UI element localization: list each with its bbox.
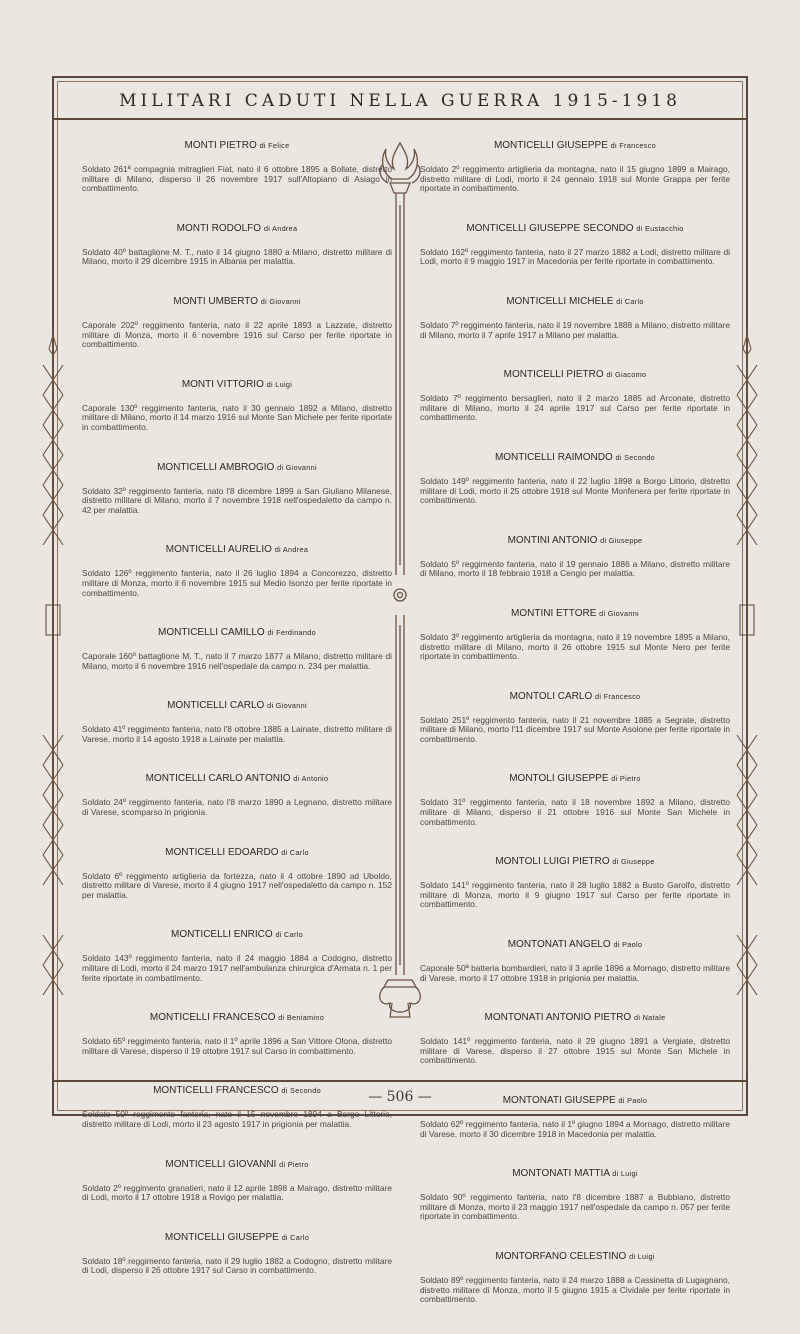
casualty-entry xyxy=(82,627,392,671)
casualty-entry xyxy=(420,223,730,267)
casualty-name xyxy=(420,296,730,308)
casualty-name xyxy=(82,544,392,556)
casualty-details: Soldato 50º reggimento fanteria, nato il 15 novembre 1894 a Borgo Littorio, distretto militare di Lodi, morto il 23 agosto 1917 in prigionia per malattia. xyxy=(82,1109,392,1129)
casualty-name xyxy=(82,773,392,785)
casualty-surname: MONTI VITTORIO xyxy=(181,378,264,390)
casualty-details: Soldato 18º reggimento fanteria, nato il 29 luglio 1882 a Codogno, distretto militare di Lodi, disperso il 26 ottobre 1917 sul Carso in combattimento. xyxy=(82,1255,392,1276)
casualty-entry xyxy=(420,452,730,506)
casualty-parent: di Giovanni xyxy=(599,608,639,618)
casualty-entry xyxy=(420,1251,730,1305)
casualty-surname: MONTONATI GIUSEPPE xyxy=(502,1095,616,1106)
casualty-surname: MONTICELLI RAIMONDO xyxy=(494,451,613,463)
casualty-surname: MONTICELLI GIUSEPPE SECONDO xyxy=(466,222,634,234)
casualty-details: Soldato 90º reggimento fanteria, nato l'8 dicembre 1887 a Bubbiano, distretto militare di Monza, morto il 23 maggio 1917 nell'ospedale da campo n. 057 per ferite riportate in combattimento. xyxy=(420,1192,730,1222)
casualty-details: Soldato 32º reggimento fanteria, nato l'8 dicembre 1899 a San Giuliano Milanese, distretto militare di Milano, morto il 7 novembre 1918 nell'ospedaletto da campo n. 42 per malattia. xyxy=(82,485,392,515)
casualty-parent: di Felice xyxy=(259,141,290,150)
casualty-details: Soldato 141º reggimento fanteria, nato il 29 giugno 1891 a Vergiate, distretto militare di Varese, disperso il 27 ottobre 1915 sul Monte San Michele in combattimento. xyxy=(420,1036,730,1066)
casualty-name xyxy=(420,773,730,785)
casualty-entry xyxy=(420,140,730,194)
footer-rule xyxy=(52,1080,748,1082)
casualty-details: Soldato 7º reggimento fanteria, nato il 19 novembre 1888 a Milano, distretto militare di Milano, morto il 7 aprile 1917 a Milano per malattia. xyxy=(420,319,730,340)
casualty-details: Soldato 31º reggimento fanteria, nato il 18 novembre 1892 a Milano, distretto militare di Milano, disperso il 21 ottobre 1916 sul Monte San Michele in combattimento. xyxy=(420,797,730,827)
casualty-surname: MONTICELLI CAMILLO xyxy=(157,627,265,639)
casualty-entry xyxy=(420,773,730,827)
casualty-surname: MONTICELLI PIETRO xyxy=(503,369,604,381)
casualty-name xyxy=(82,1012,392,1024)
casualty-details: Caporale 160º battaglione M. T., nato il 7 marzo 1877 a Milano, distretto militare di Milano, morto il 6 novembre 1916 nell'ospedale da campo n. 234 per malattia. xyxy=(82,651,392,671)
casualty-surname: MONTICELLI FRANCESCO xyxy=(153,1085,279,1097)
casualty-entry xyxy=(82,1159,392,1203)
casualty-parent: di Giovanni xyxy=(267,701,307,711)
casualty-surname: MONTI UMBERTO xyxy=(173,295,259,307)
casualty-name xyxy=(420,535,730,547)
casualty-details: Soldato 6º reggimento artiglieria da fortezza, nato il 4 ottobre 1890 ad Uboldo, distretto militare di Varese, morto il 4 giugno 1917 nell'ospedaletto da campo n. 152 per malattia. xyxy=(82,870,392,900)
casualty-entry xyxy=(82,296,392,350)
casualty-details: Soldato 141º reggimento fanteria, nato il 28 luglio 1882 a Busto Garolfo, distretto militare di Monza, morto il 9 giugno 1917 sul Carso per ferite riportate in combattimento. xyxy=(420,880,730,910)
casualty-name xyxy=(420,369,730,381)
casualty-parent: di Giuseppe xyxy=(600,535,643,545)
casualty-parent: di Pietro xyxy=(279,1159,309,1169)
casualty-name xyxy=(82,379,392,391)
casualty-entry xyxy=(420,1168,730,1222)
casualty-details: Soldato 2º reggimento artiglieria da montagna, nato il 15 giugno 1899 a Mairago, distretto militare di Lodi, morto il 24 gennaio 1918 sul Monte Grappa per ferite riportate in combattimento. xyxy=(420,164,730,194)
casualty-parent: di Giacomo xyxy=(606,370,647,380)
casualty-entry xyxy=(420,1012,730,1066)
casualty-surname: MONTICELLI GIOVANNI xyxy=(165,1158,277,1170)
casualty-surname: MONTONATI ANTONIO PIETRO xyxy=(484,1012,632,1024)
casualty-parent: di Carlo xyxy=(281,1232,310,1242)
casualty-entry xyxy=(420,608,730,662)
casualty-details: Soldato 7º reggimento bersaglieri, nato il 2 marzo 1885 ad Arconate, distretto militare di Milano, morto il 24 aprile 1917 sul Carso per ferite riportate in combattimento. xyxy=(420,393,730,423)
page-number: — 506 — xyxy=(368,1089,432,1105)
casualty-surname: MONTOLI LUIGI PIETRO xyxy=(495,856,610,868)
casualty-parent: di Luigi xyxy=(266,379,293,389)
casualty-parent: di Secondo xyxy=(281,1086,321,1096)
casualty-surname: MONTICELLI CARLO ANTONIO xyxy=(145,773,291,785)
casualty-surname: MONTICELLI AMBROGIO xyxy=(157,461,275,473)
casualty-details: Soldato 162º reggimento fanteria, nato il 27 marzo 1882 a Lodi, distretto militare di Lodi, morto il 9 maggio 1917 in Macedonia per ferite riportate in combattimento. xyxy=(420,246,730,267)
casualty-parent: di Eustacchio xyxy=(636,223,684,233)
casualty-surname: MONTI RODOLFO xyxy=(176,222,262,234)
right-column xyxy=(420,140,730,1334)
casualty-details: Soldato 126º reggimento fanteria, nato il 26 luglio 1894 a Concorezzo, distretto militare di Monza, morto il 6 novembre 1915 sul Medio Isonzo per ferite riportate in combattimento. xyxy=(82,568,392,598)
casualty-surname: MONTINI ETTORE xyxy=(511,607,597,619)
casualty-details: Soldato 3º reggimento artiglieria da montagna, nato il 19 novembre 1895 a Milano, distretto militare di Milano, morto il 26 ottobre 1915 sul Monte Nero per ferite riportate in combattimento. xyxy=(420,631,730,662)
left-column xyxy=(82,140,392,1305)
casualty-parent: di Andrea xyxy=(263,223,298,233)
casualty-name xyxy=(82,462,392,474)
casualty-surname: MONTOLI GIUSEPPE xyxy=(509,773,609,785)
casualty-surname: MONTICELLI EDOARDO xyxy=(165,846,279,858)
casualty-name xyxy=(420,223,730,235)
casualty-entry xyxy=(82,462,392,516)
casualty-surname: MONTICELLI MICHELE xyxy=(506,295,614,307)
casualty-surname: MONTICELLI ENRICO xyxy=(170,929,273,941)
casualty-entry xyxy=(82,1012,392,1056)
casualty-name xyxy=(82,700,392,712)
casualty-name xyxy=(420,452,730,464)
casualty-name xyxy=(420,1168,730,1180)
casualty-name xyxy=(420,608,730,620)
casualty-name xyxy=(420,691,730,703)
casualty-surname: MONTI PIETRO xyxy=(184,140,257,151)
casualty-name xyxy=(82,296,392,308)
casualty-name xyxy=(82,627,392,639)
casualty-parent: di Francesco xyxy=(610,141,657,150)
casualty-parent: di Andrea xyxy=(274,545,309,555)
casualty-surname: MONTINI ANTONIO xyxy=(507,534,598,546)
right-spear-ornament xyxy=(734,335,760,1075)
casualty-surname: MONTICELLI AURELIO xyxy=(165,544,272,556)
casualty-name xyxy=(420,1251,730,1263)
casualty-entry xyxy=(420,939,730,983)
casualty-parent: di Ferdinando xyxy=(267,628,316,638)
casualty-parent: di Luigi xyxy=(612,1169,638,1179)
casualty-parent: di Carlo xyxy=(281,847,309,857)
casualty-details: Caporale 130º reggimento fanteria, nato il 30 gennaio 1892 a Milano, distretto militare di Milano, morto il 14 marzo 1916 sul Monte San Michele per ferite riportate in combattimento. xyxy=(82,402,392,432)
casualty-parent: di Carlo xyxy=(616,296,644,306)
casualty-parent: di Luigi xyxy=(629,1251,655,1261)
casualty-surname: MONTOLI CARLO xyxy=(509,690,593,702)
casualty-entry xyxy=(420,296,730,340)
casualty-entry xyxy=(82,379,392,433)
casualty-name xyxy=(420,140,730,152)
casualty-details: Soldato 261ª compagnia mitraglieri Fiat, nato il 6 ottobre 1895 a Bollate, distretto militare di Milano, disperso il 26 novembre 1917 sull'Altopiano di Asiago in combattimento. xyxy=(82,164,392,194)
casualty-details: Soldato 2º reggimento granatieri, nato il 12 aprile 1898 a Mairago, distretto militare di Lodi, morto il 17 ottobre 1918 a Rovigo per malattia. xyxy=(82,1182,392,1203)
casualty-entry xyxy=(420,535,730,579)
casualty-surname: MONTICELLI CARLO xyxy=(167,700,265,712)
casualty-name xyxy=(420,856,730,868)
casualty-parent: di Francesco xyxy=(595,691,641,701)
casualty-entry xyxy=(82,223,392,267)
casualty-surname: MONTICELLI GIUSEPPE xyxy=(164,1231,279,1243)
casualty-entry xyxy=(82,847,392,901)
casualty-entry xyxy=(420,369,730,423)
casualty-parent: di Pietro xyxy=(611,774,641,784)
casualty-surname: MONTICELLI GIUSEPPE xyxy=(493,140,608,151)
casualty-surname: MONTORFANO CELESTINO xyxy=(495,1250,627,1262)
casualty-details: Soldato 65º reggimento fanteria, nato il 1º aprile 1896 a San Vittore Olona, distretto militare di Varese, disperso il 19 ottobre 1917 sul Carso in combattimento. xyxy=(82,1036,392,1056)
casualty-parent: di Natale xyxy=(633,1013,666,1023)
casualty-name xyxy=(420,1012,730,1024)
casualty-parent: di Paolo xyxy=(613,940,643,950)
page-title: MILITARI CADUTI NELLA GUERRA 1915-1918 xyxy=(119,91,681,111)
casualty-details: Soldato 62º reggimento fanteria, nato il 1º giugno 1894 a Mornago, distretto militare di Varese, morto il 30 dicembre 1918 in Macedonia per malattia. xyxy=(420,1119,730,1139)
casualty-entry xyxy=(82,773,392,817)
casualty-parent: di Secondo xyxy=(615,452,656,462)
casualty-name xyxy=(82,140,392,152)
casualty-name xyxy=(82,847,392,859)
casualty-parent: di Antonio xyxy=(293,774,329,784)
casualty-details: Soldato 143º reggimento fanteria, nato il 24 maggio 1884 a Codogno, distretto militare di Lodi, morto il 24 marzo 1917 nell'ambulanza chirurgica d'Armata n. 1 per ferite riportate in combattimento. xyxy=(82,953,392,983)
casualty-entry xyxy=(82,700,392,744)
casualty-parent: di Giovanni xyxy=(277,462,317,472)
casualty-details: Soldato 89º reggimento fanteria, nato il 24 marzo 1888 a Cassinetta di Lugagnano, distretto militare di Monza, morto il 5 giugno 1915 a Cividale per ferite riportate in combattimento. xyxy=(420,1274,730,1305)
casualty-details: Caporale 202º reggimento fanteria, nato il 22 aprile 1893 a Lazzate, distretto militare di Monza, morto il 6 novembre 1916 sul Carso per ferite riportate in combattimento. xyxy=(82,319,392,350)
casualty-details: Soldato 251º reggimento fanteria, nato il 21 novembre 1885 a Segrate, distretto militare di Milano, morto l'11 dicembre 1917 sul Monte Asolone per ferite riportate in combattimento. xyxy=(420,714,730,744)
casualty-entry xyxy=(82,544,392,598)
casualty-name xyxy=(420,939,730,951)
casualty-parent: di Beniamino xyxy=(278,1013,325,1023)
casualty-details: Soldato 40º battaglione M. T., nato il 14 giugno 1880 a Milano, distretto militare di Milano, morto il 29 dicembre 1915 in Albania per malattia. xyxy=(82,246,392,267)
casualty-parent: di Giovanni xyxy=(260,296,301,306)
casualty-parent: di Giuseppe xyxy=(612,857,655,867)
casualty-entry xyxy=(82,140,392,194)
casualty-details: Soldato 5º reggimento fanteria, nato il 19 gennaio 1886 a Milano, distretto militare di Milano, morto il 18 febbraio 1918 a Cengio per malattia. xyxy=(420,558,730,579)
casualty-name xyxy=(82,223,392,235)
casualty-parent: di Paolo xyxy=(618,1096,648,1105)
casualty-surname: MONTONATI ANGELO xyxy=(507,939,611,951)
casualty-surname: MONTONATI MATTIA xyxy=(512,1168,610,1180)
casualty-entry xyxy=(420,856,730,910)
casualty-entry xyxy=(82,929,392,983)
casualty-name xyxy=(82,1159,392,1171)
casualty-parent: di Carlo xyxy=(275,930,303,940)
casualty-name xyxy=(82,1232,392,1244)
casualty-details: Soldato 24º reggimento fanteria, nato l'8 marzo 1890 a Legnano, distretto militare di Varese, scomparso in prigionia. xyxy=(82,797,392,818)
casualty-details: Soldato 41º reggimento fanteria, nato l'8 ottobre 1885 a Lainate, distretto militare di Varese, morto il 14 agosto 1918 a Lainate per malattia. xyxy=(82,724,392,744)
left-spear-ornament xyxy=(40,335,66,1075)
page-header xyxy=(52,76,748,120)
casualty-entry xyxy=(82,1232,392,1276)
casualty-surname: MONTICELLI FRANCESCO xyxy=(149,1012,276,1024)
casualty-entry xyxy=(420,691,730,745)
casualty-name xyxy=(82,929,392,941)
casualty-details: Soldato 149º reggimento fanteria, nato il 22 luglio 1898 a Borgo Littorio, distretto militare di Lodi, morto il 25 ottobre 1918 sul Monte Monfenera per ferite riportate in combattimento. xyxy=(420,475,730,506)
casualty-details: Caporale 50ª batteria bombardieri, nato il 3 aprile 1896 a Mornago, distretto militare di Varese, morto il 17 ottobre 1918 in prigionia per malattia. xyxy=(420,963,730,983)
